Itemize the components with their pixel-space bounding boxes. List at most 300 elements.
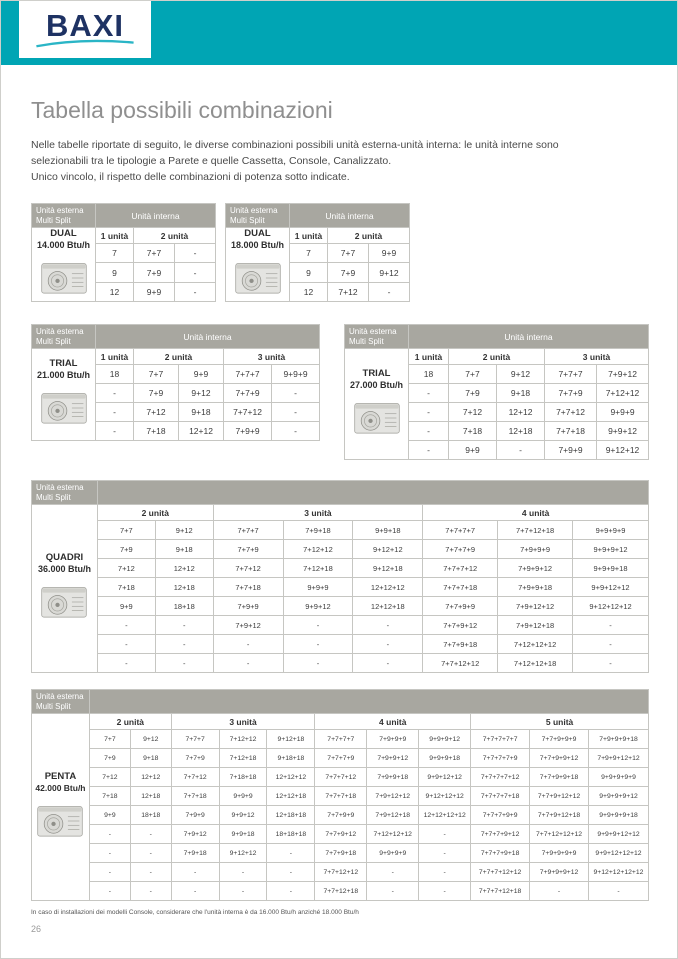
combination-cell: - <box>89 863 130 882</box>
external-unit-header <box>32 325 96 349</box>
combination-cell: 7+12+12+18 <box>498 654 573 673</box>
combination-cell: 7+7+7+9+18 <box>471 844 530 863</box>
combination-cell: 12 <box>96 282 134 301</box>
external-unit-header-line2: Multi Split <box>36 492 71 502</box>
combination-cell: 7+9 <box>134 384 179 403</box>
combination-cell: 9+12+18 <box>353 559 423 578</box>
combination-cell: - <box>155 616 213 635</box>
combination-cell: 7+7 <box>449 365 497 384</box>
combination-cell: 7+9+12 <box>597 365 649 384</box>
data-row <box>32 825 649 844</box>
page-title: Tabella possibili combinazioni <box>31 97 333 123</box>
combination-cell: 7+7+7+7+7 <box>471 730 530 749</box>
combination-cell: 7+12+12 <box>219 730 267 749</box>
dual-tables-row <box>31 203 647 302</box>
combination-cell: - <box>130 863 171 882</box>
combination-cell: 7+7+18 <box>171 787 219 806</box>
unit-count-header: 2 unità <box>134 349 224 365</box>
combination-cell: 7+12 <box>89 768 130 787</box>
combination-cell: 9+9+9+9 <box>573 521 649 540</box>
combination-cell: 7+7+7+7 <box>315 730 367 749</box>
page-number: 26 <box>31 924 42 934</box>
combination-cell: 7+12+18 <box>219 749 267 768</box>
model-capacity: 21.000 Btu/h <box>36 370 91 380</box>
combination-cell: 7+7+12 <box>171 768 219 787</box>
combination-table-dual-14000 <box>31 203 216 302</box>
combination-cell: - <box>409 403 449 422</box>
combination-cell: 9+9+12+12 <box>419 768 471 787</box>
external-unit-header-line2: Multi Split <box>36 215 71 225</box>
combination-cell: 7+7+18 <box>213 578 283 597</box>
combination-cell: - <box>213 635 283 654</box>
combination-cell: 7+9+9 <box>213 597 283 616</box>
group-header-row <box>345 349 649 365</box>
header-row <box>32 325 320 349</box>
unit-count-header: 3 unità <box>171 714 315 730</box>
combination-cell: - <box>573 654 649 673</box>
combination-cell: 7+18 <box>449 422 497 441</box>
data-row <box>32 882 649 901</box>
combination-cell: 7+7+9+18 <box>423 635 498 654</box>
combination-cell: 7+7+12+18 <box>498 521 573 540</box>
model-label-cell <box>32 349 96 441</box>
data-row <box>32 863 649 882</box>
combination-cell: 7+7+9+9+12 <box>530 749 589 768</box>
combination-cell: 7+7+7 <box>545 365 597 384</box>
intro-text-line-2: selezionabili tra le tipologie a Parete e quelle Cassetta, Console, Canalizzato. <box>31 155 392 167</box>
combination-cell: - <box>409 441 449 460</box>
combination-cell: 9+18+18 <box>267 749 315 768</box>
data-row <box>32 578 649 597</box>
combination-cell: 7+7+7+18 <box>423 578 498 597</box>
combination-cell: - <box>419 882 471 901</box>
combination-cell: 18+18 <box>130 806 171 825</box>
combination-cell: 7+7+7+9+9 <box>471 806 530 825</box>
combination-table-trial-27000 <box>344 324 649 460</box>
combination-cell: 7+7+9+12 <box>423 616 498 635</box>
unit-count-header: 1 unità <box>96 228 134 244</box>
combination-cell: - <box>497 441 545 460</box>
unit-count-header: 2 unità <box>89 714 171 730</box>
combination-cell: 7+12+12 <box>597 384 649 403</box>
combination-cell: 9+12+12+12 <box>419 787 471 806</box>
combination-cell: 9+9 <box>179 365 224 384</box>
unit-count-header: 3 unità <box>213 505 423 521</box>
header-row <box>32 204 216 228</box>
data-row <box>32 749 649 768</box>
combination-cell: - <box>283 654 353 673</box>
model-label-cell <box>32 505 98 673</box>
external-unit-header-line1: Unità esterna <box>230 205 278 215</box>
combination-cell: 7+7+9+12+18 <box>530 806 589 825</box>
combination-cell: 9+12+12+12+12 <box>588 863 648 882</box>
combination-cell: 12+18 <box>130 787 171 806</box>
combination-table <box>31 480 649 673</box>
combination-cell: - <box>175 244 216 263</box>
combination-cell: 7+12 <box>134 403 179 422</box>
data-row <box>32 806 649 825</box>
combination-cell: 7+9+12+18 <box>498 616 573 635</box>
combination-cell: 9+9+9+12 <box>419 730 471 749</box>
top-bar <box>1 1 677 65</box>
data-row <box>32 635 649 654</box>
combination-cell: 7+7+7+7+18 <box>471 787 530 806</box>
data-row <box>32 844 649 863</box>
combination-cell: 12+12+12 <box>353 578 423 597</box>
combination-cell: 7+9+9+18 <box>498 578 573 597</box>
model-capacity: 14.000 Btu/h <box>36 240 91 250</box>
combination-cell: - <box>272 403 320 422</box>
combination-cell: 7+7+7+12+12 <box>471 863 530 882</box>
combination-cell: 12+12 <box>497 403 545 422</box>
combination-cell: 7+7+9+9 <box>423 597 498 616</box>
combination-cell: - <box>419 825 471 844</box>
combination-cell: 9+9 <box>89 806 130 825</box>
intro-text-line-1: Nelle tabelle riportate di seguito, le diverse combinazioni possibili unità esterna-unità interna: le unità interne sono <box>31 139 559 151</box>
model-name: DUAL <box>244 228 271 239</box>
combination-cell: 9+9+18 <box>219 825 267 844</box>
combination-cell: 18+18+18 <box>267 825 315 844</box>
combination-cell: - <box>219 863 267 882</box>
combination-cell: 12+18+18 <box>267 806 315 825</box>
combination-table-trial-21000 <box>31 324 320 460</box>
combination-cell: - <box>96 422 134 441</box>
unit-count-header: 1 unità <box>290 228 328 244</box>
combination-cell: 9+18 <box>179 403 224 422</box>
combination-cell: - <box>419 863 471 882</box>
combination-cell: 7+9+12+12 <box>498 597 573 616</box>
header-row <box>32 690 649 714</box>
combination-cell: 7+7+9 <box>224 384 272 403</box>
combination-table <box>344 324 649 460</box>
combination-cell: 7+9+18 <box>283 521 353 540</box>
combination-cell: 7+7+7 <box>224 365 272 384</box>
combination-cell: 9+9+9+12+12 <box>588 825 648 844</box>
combination-cell: 7 <box>96 244 134 263</box>
combination-cell: 9+9+18 <box>353 521 423 540</box>
external-unit-header-line2: Multi Split <box>349 336 384 346</box>
outdoor-unit-image <box>41 260 87 296</box>
combination-cell: 9+12 <box>155 521 213 540</box>
combination-cell: 9+9+9+9+9 <box>588 768 648 787</box>
combination-cell: 7+7+7+12 <box>315 768 367 787</box>
outdoor-unit-image <box>41 584 87 620</box>
combination-table-penta-42000 <box>31 689 649 901</box>
unit-count-header: 5 unità <box>471 714 649 730</box>
combination-cell: 7+12+12+12 <box>498 635 573 654</box>
combination-cell: - <box>573 635 649 654</box>
outdoor-unit-image <box>41 390 87 426</box>
combination-cell: 9+9+9+12 <box>573 540 649 559</box>
combination-cell: 9+9+9 <box>283 578 353 597</box>
combination-cell: 7+7 <box>328 244 369 263</box>
combination-cell: 9+9+9+18 <box>573 559 649 578</box>
baxi-logo <box>19 1 151 58</box>
combination-cell: 7+7+12 <box>224 403 272 422</box>
external-unit-header-line1: Unità esterna <box>36 205 84 215</box>
combination-cell: 7+7+7+9 <box>423 540 498 559</box>
unit-count-header: 1 unità <box>409 349 449 365</box>
combination-cell: - <box>175 282 216 301</box>
combination-cell: 9+9+12 <box>283 597 353 616</box>
combination-cell: 7+7+7+7+9 <box>471 749 530 768</box>
combination-cell: 7+7+12+12+12 <box>530 825 589 844</box>
combination-table-quadri-36000 <box>31 480 649 673</box>
combination-cell: 7+7+9+18 <box>315 844 367 863</box>
combination-cell: 9+9+12 <box>219 806 267 825</box>
combination-cell: 7+12 <box>328 282 369 301</box>
combination-cell: 7 <box>290 244 328 263</box>
unit-count-header: 2 unità <box>97 505 213 521</box>
outdoor-unit-image <box>235 260 281 296</box>
combination-cell: - <box>272 422 320 441</box>
model-capacity: 18.000 Btu/h <box>230 240 285 250</box>
combination-cell: - <box>409 422 449 441</box>
combination-cell: 7+9+9+9 <box>367 730 419 749</box>
external-unit-header-line2: Multi Split <box>36 701 71 711</box>
data-row <box>32 540 649 559</box>
combination-cell: 7+9+9 <box>224 422 272 441</box>
external-unit-header-line1: Unità esterna <box>36 326 84 336</box>
model-name: QUADRI <box>45 552 84 563</box>
combination-cell: 12+12+12 <box>267 768 315 787</box>
model-capacity: 27.000 Btu/h <box>349 379 404 390</box>
combination-cell: 12+12+18 <box>353 597 423 616</box>
combination-cell: - <box>369 282 410 301</box>
combination-cell: 7+7+7+18 <box>315 787 367 806</box>
model-label-cell <box>32 714 90 901</box>
combination-cell: 7+9+9+9+12 <box>530 863 589 882</box>
external-unit-header-line1: Unità esterna <box>349 326 397 336</box>
intro-text-line-3: Unico vincolo, il rispetto delle combinazioni di potenza sotto indicate. <box>31 171 350 183</box>
unit-count-header: 4 unità <box>315 714 471 730</box>
combination-cell: - <box>171 863 219 882</box>
internal-unit-header: Unità interna <box>96 204 216 228</box>
external-unit-header-line1: Unità esterna <box>36 691 84 701</box>
intro-text <box>31 137 647 185</box>
combination-cell: - <box>588 882 648 901</box>
model-capacity: 42.000 Btu/h <box>35 782 86 793</box>
combination-cell: 9+9+9+9 <box>367 844 419 863</box>
combination-cell: 9+12+12+12 <box>573 597 649 616</box>
external-unit-header <box>345 325 409 349</box>
model-capacity: 36.000 Btu/h <box>37 564 91 574</box>
combination-cell: 7+9+12 <box>213 616 283 635</box>
footnote: In caso di installazioni dei modelli Console, considerare che l'unità interna è da 16.000 Btu/h anziché 18.000 Btu/h <box>31 909 359 916</box>
model-name: TRIAL <box>362 367 391 379</box>
outdoor-unit-image <box>354 400 400 436</box>
combination-cell: 9+9+9 <box>219 787 267 806</box>
combination-cell: 7+7+9+9 <box>315 806 367 825</box>
combination-cell: 9+18 <box>130 749 171 768</box>
combination-cell: 9 <box>290 263 328 282</box>
combination-cell: - <box>573 616 649 635</box>
model-name: TRIAL <box>49 358 78 369</box>
combination-cell: - <box>155 654 213 673</box>
external-unit-header <box>226 204 290 228</box>
unit-count-header: 4 unità <box>423 505 649 521</box>
combination-cell: 7+7+7+7+12 <box>471 768 530 787</box>
combination-cell: 7+9+12 <box>171 825 219 844</box>
combination-cell: 7+9+9+9+9 <box>530 844 589 863</box>
combination-cell: - <box>89 844 130 863</box>
baxi-logo-text: BAXI <box>45 7 125 43</box>
combination-cell: - <box>89 882 130 901</box>
combination-cell: 9+9+9+18 <box>419 749 471 768</box>
combination-cell: - <box>267 882 315 901</box>
header-row <box>226 204 410 228</box>
combination-cell: 7+9+9 <box>545 441 597 460</box>
combination-cell: 7+7+7+12+18 <box>471 882 530 901</box>
data-row <box>32 730 649 749</box>
combination-cell: 7+7+9+9+18 <box>530 768 589 787</box>
combination-cell: 18+18 <box>155 597 213 616</box>
data-row <box>32 787 649 806</box>
combination-cell: - <box>367 863 419 882</box>
combination-cell: - <box>353 616 423 635</box>
combination-table <box>31 689 649 901</box>
internal-unit-header: Unità interna <box>96 325 320 349</box>
combination-cell: - <box>353 635 423 654</box>
combination-cell: 7+9+18 <box>171 844 219 863</box>
combination-cell: 9+12+12 <box>597 441 649 460</box>
combination-cell: 7+12 <box>449 403 497 422</box>
external-unit-header-line1: Unità esterna <box>36 482 84 492</box>
combination-cell: - <box>171 882 219 901</box>
combination-cell: 12+12+18 <box>267 787 315 806</box>
combination-cell: - <box>353 654 423 673</box>
combination-cell: 7+12+18 <box>283 559 353 578</box>
unit-count-header: 2 unità <box>449 349 545 365</box>
group-header-row <box>32 349 320 365</box>
combination-cell: - <box>96 403 134 422</box>
combination-cell: 9+9 <box>97 597 155 616</box>
header-row <box>345 325 649 349</box>
unit-count-header: 1 unità <box>96 349 134 365</box>
combination-cell: 9+9+9+9+18 <box>588 806 648 825</box>
combination-cell: 7+7 <box>97 521 155 540</box>
combination-cell: - <box>267 863 315 882</box>
external-unit-header-line2: Multi Split <box>36 336 71 346</box>
combination-cell: - <box>175 263 216 282</box>
combination-cell: 7+7+9+9+9 <box>530 730 589 749</box>
combination-cell: - <box>130 882 171 901</box>
combination-cell: 7+7 <box>134 365 179 384</box>
combination-cell: - <box>267 844 315 863</box>
combination-cell: 9+9+9+9+12 <box>588 787 648 806</box>
page-content <box>1 95 677 934</box>
combination-cell: 12+18 <box>155 578 213 597</box>
combination-cell: 7+7+12+18 <box>315 882 367 901</box>
combination-cell: - <box>283 635 353 654</box>
outdoor-unit-image <box>37 803 83 839</box>
data-row <box>32 654 649 673</box>
external-unit-header-line2: Multi Split <box>230 215 265 225</box>
internal-unit-header <box>89 690 648 714</box>
combination-cell: 9+12+18 <box>267 730 315 749</box>
combination-cell: 9+12+12 <box>353 540 423 559</box>
combination-cell: 9+9+9 <box>272 365 320 384</box>
combination-cell: 7+18 <box>134 422 179 441</box>
combination-cell: 9+9+9 <box>597 403 649 422</box>
data-row <box>32 521 649 540</box>
data-row <box>32 597 649 616</box>
combination-cell: 7+18 <box>97 578 155 597</box>
combination-cell: - <box>409 384 449 403</box>
combination-cell: - <box>97 616 155 635</box>
model-name: DUAL <box>50 228 77 239</box>
combination-cell: 7+7+18 <box>545 422 597 441</box>
combination-cell: 12 <box>290 282 328 301</box>
combination-cell: 9+12 <box>179 384 224 403</box>
combination-cell: - <box>213 654 283 673</box>
combination-cell: - <box>97 654 155 673</box>
combination-cell: 7+7+7+12 <box>423 559 498 578</box>
combination-cell: 7+9+9+9+18 <box>588 730 648 749</box>
model-name: PENTA <box>44 770 77 782</box>
unit-count-header: 2 unità <box>328 228 410 244</box>
combination-cell: - <box>96 384 134 403</box>
internal-unit-header: Unità interna <box>290 204 410 228</box>
combination-cell: 12+12 <box>155 559 213 578</box>
data-row <box>32 616 649 635</box>
group-header-row <box>32 505 649 521</box>
external-unit-header <box>32 690 90 714</box>
internal-unit-header <box>97 481 648 505</box>
combination-cell: 9+9 <box>369 244 410 263</box>
combination-cell: 12+12 <box>130 768 171 787</box>
combination-cell: - <box>130 825 171 844</box>
combination-cell: 9+9 <box>449 441 497 460</box>
model-label-cell <box>226 228 290 302</box>
combination-cell: 7+9+9+12 <box>498 559 573 578</box>
combination-cell: 7+7+9+12 <box>315 825 367 844</box>
combination-cell: - <box>130 844 171 863</box>
data-row <box>32 768 649 787</box>
combination-cell: 7+9+12+12 <box>367 787 419 806</box>
combination-cell: 9+9+12+12 <box>573 578 649 597</box>
combination-cell: 7+12+12 <box>283 540 353 559</box>
combination-cell: - <box>272 384 320 403</box>
combination-cell: 7+7 <box>134 244 175 263</box>
combination-cell: 7+7+9+12+12 <box>530 787 589 806</box>
combination-cell: 7+9+9 <box>171 806 219 825</box>
combination-cell: 18 <box>409 365 449 384</box>
combination-cell: 7+9 <box>449 384 497 403</box>
combination-cell: 7+7+12+12 <box>423 654 498 673</box>
combination-cell: 7+9 <box>97 540 155 559</box>
combination-cell: 7+7+9 <box>213 540 283 559</box>
combination-cell: 7+7+9 <box>545 384 597 403</box>
combination-table <box>31 203 216 302</box>
combination-cell: 7+12+12+12 <box>367 825 419 844</box>
internal-unit-header: Unità interna <box>409 325 649 349</box>
group-header-row <box>226 228 410 244</box>
combination-cell: 9+18 <box>497 384 545 403</box>
combination-cell: 9+9+12+12+12 <box>588 844 648 863</box>
external-unit-header <box>32 481 98 505</box>
combination-cell: - <box>89 825 130 844</box>
combination-cell: 9+18 <box>155 540 213 559</box>
combination-table-dual-18000 <box>225 203 410 302</box>
unit-count-header: 3 unità <box>224 349 320 365</box>
combination-cell: 7+7+7+9 <box>315 749 367 768</box>
combination-cell: 7+7+7 <box>171 730 219 749</box>
header-row <box>32 481 649 505</box>
combination-cell: 12+12 <box>179 422 224 441</box>
combination-cell: 7+9+9+12 <box>367 749 419 768</box>
combination-cell: 7+7+7+7 <box>423 521 498 540</box>
